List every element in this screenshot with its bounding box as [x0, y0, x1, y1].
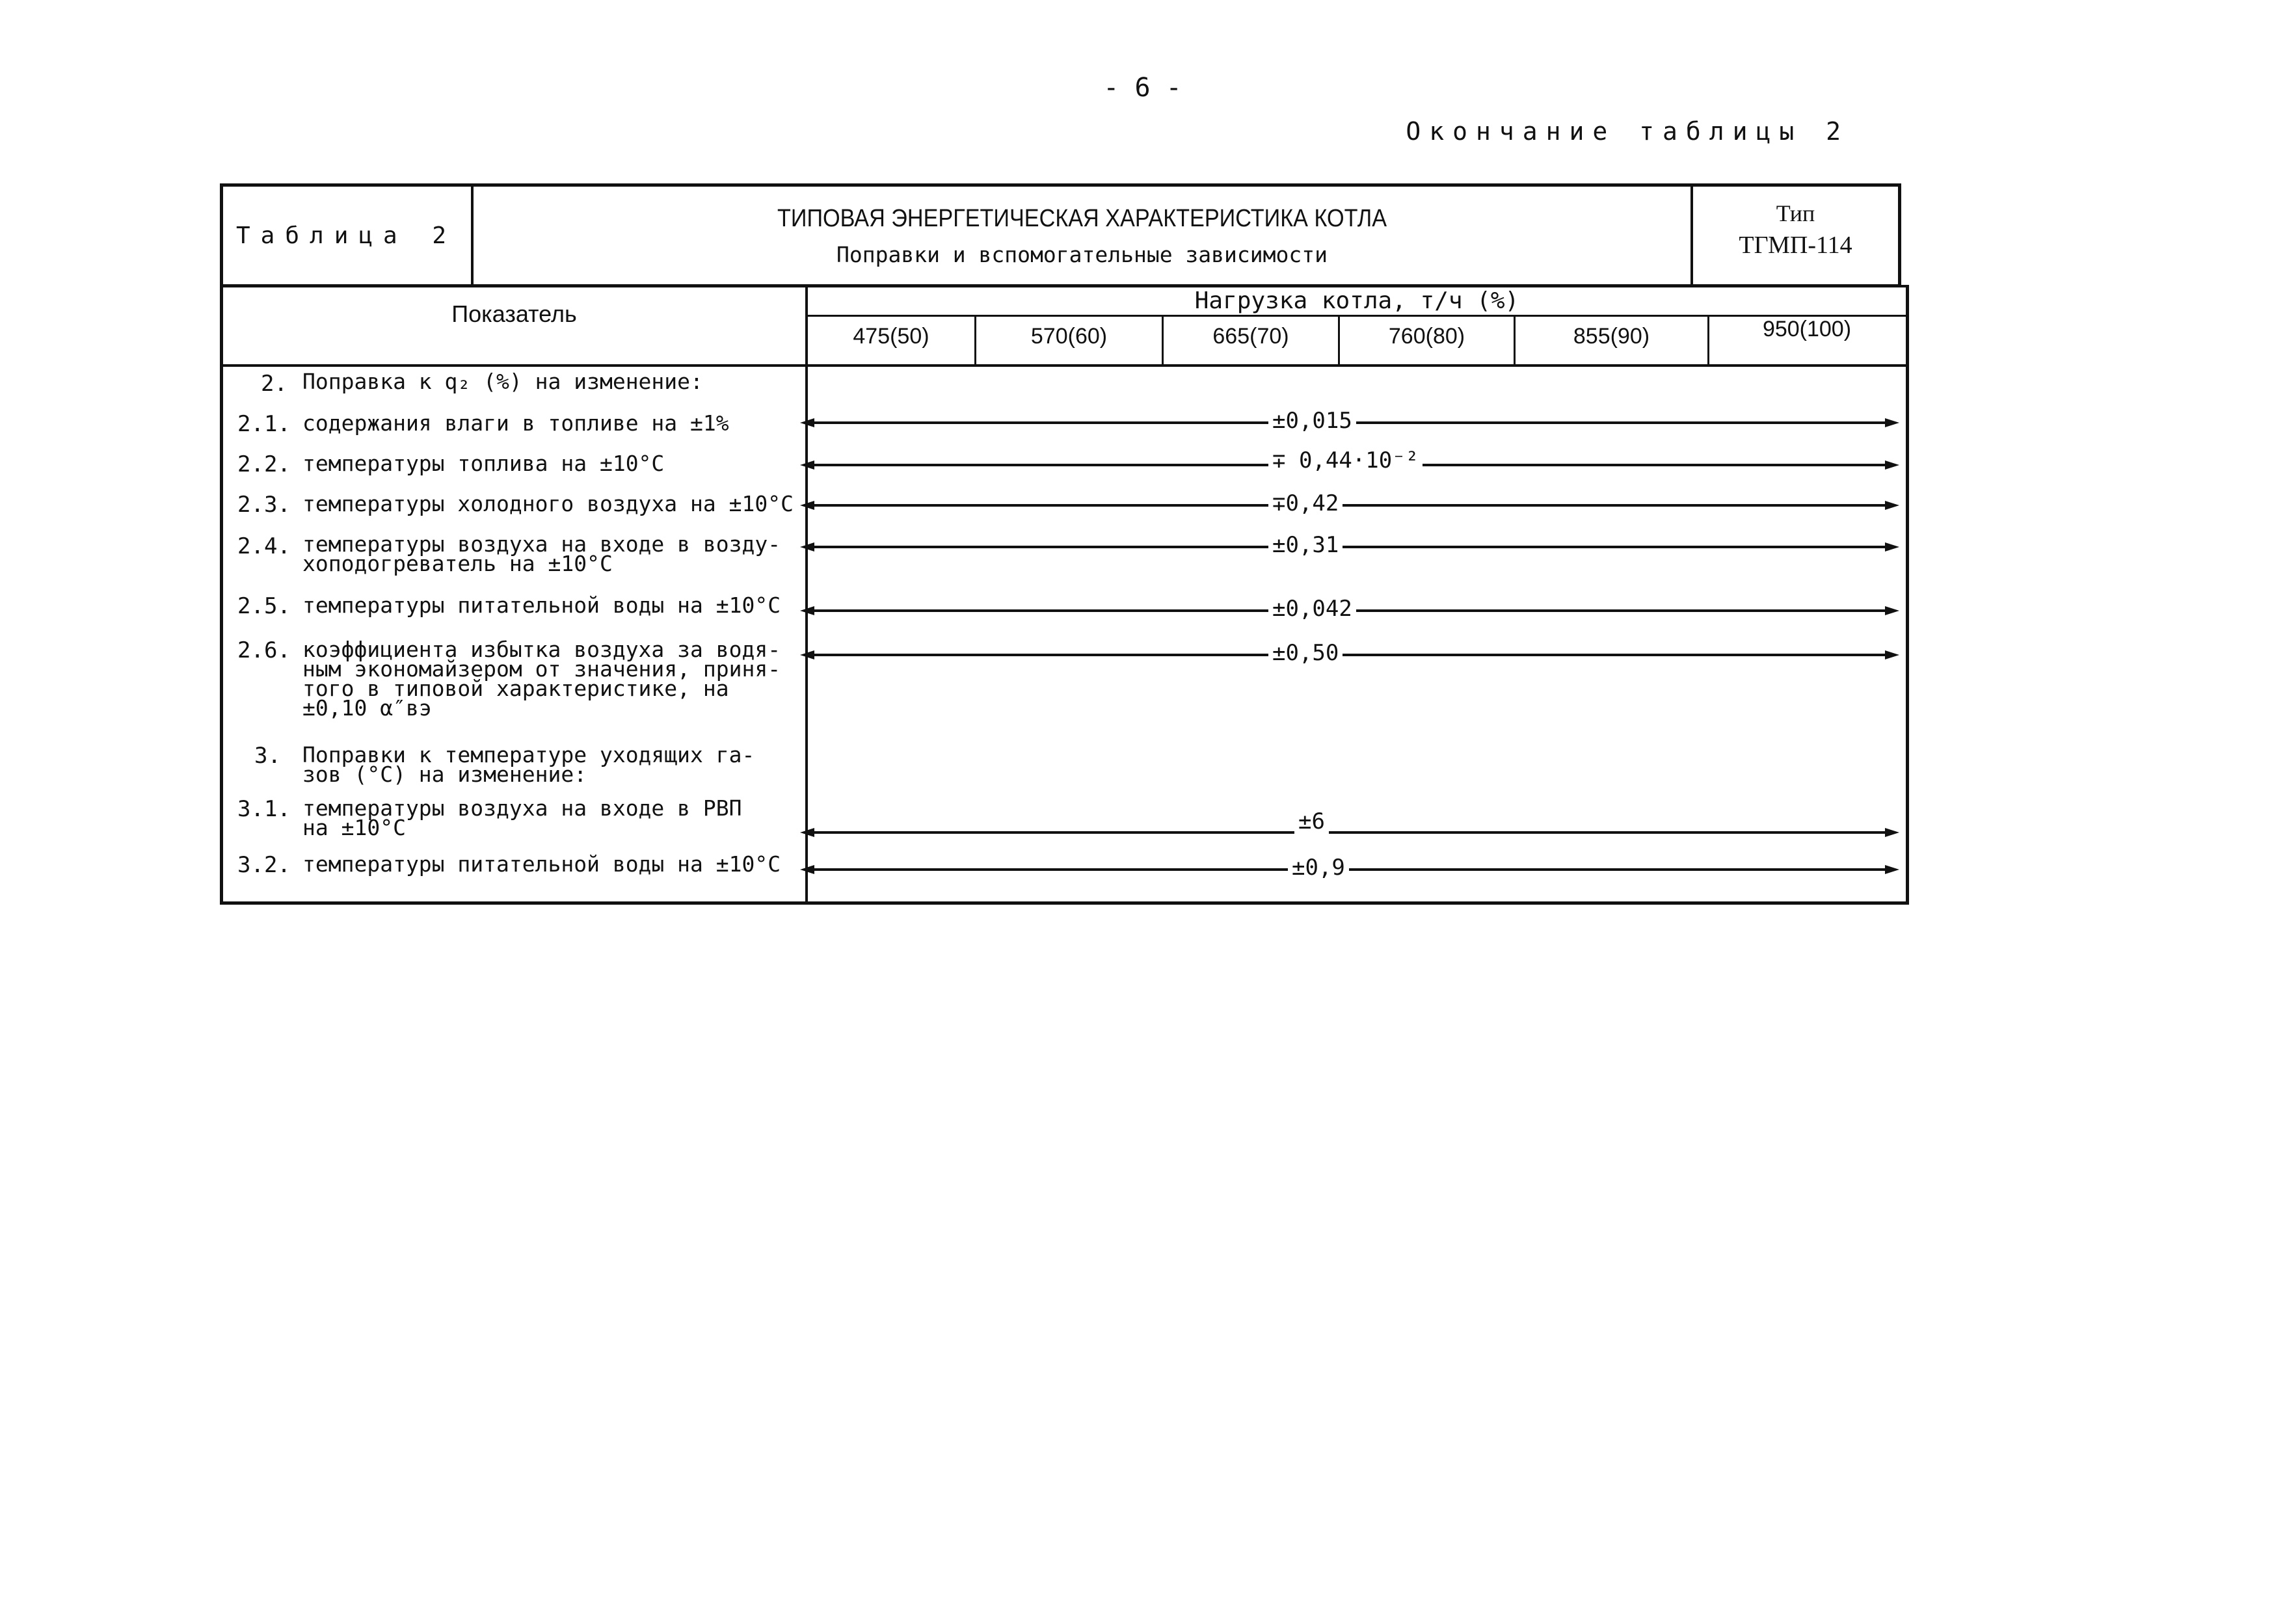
- row-description: [302, 851, 781, 877]
- indicator-column-header: Показатель: [451, 300, 577, 327]
- value-arrow-row: [800, 408, 1899, 434]
- boiler-type-label: Тип: [1776, 200, 1815, 226]
- load-column-label: 855(90): [1573, 324, 1650, 349]
- correction-value: ∓0,42: [1268, 490, 1343, 516]
- row-number: 3.2.: [237, 852, 291, 878]
- corrections-table: [220, 285, 1909, 905]
- value-arrow-row: [800, 640, 1899, 666]
- value-arrow-row: [800, 596, 1899, 622]
- row-description: [302, 369, 703, 394]
- row-number: 2.2.: [237, 451, 291, 477]
- value-arrow-row: [800, 490, 1899, 516]
- double-arrow-icon: [800, 860, 1899, 879]
- load-column-label: 475(50): [853, 324, 929, 349]
- row-number: 2.1.: [237, 411, 291, 437]
- double-arrow-icon: [800, 823, 1899, 842]
- correction-value: ±0,015: [1268, 408, 1356, 434]
- row-text-line: температуры холодного воздуха на ±10°С: [302, 491, 794, 516]
- row-number: 3.1.: [237, 796, 291, 822]
- row-text-line: Поправка к q₂ (%) на изменение:: [302, 369, 703, 394]
- boiler-type-value: ТГМП-114: [1739, 232, 1852, 259]
- load-column-label: 760(80): [1388, 324, 1465, 349]
- row-text-line: ±0,10 α″вэ: [302, 695, 432, 721]
- row-text-line: хоподогреватель на ±10°С: [302, 551, 613, 576]
- row-number: 2.6.: [237, 637, 291, 663]
- table-title-cell: [474, 187, 1693, 284]
- row-text-line: ным экономайзером от значения, приня-: [302, 656, 781, 682]
- row-description: [302, 742, 755, 787]
- correction-value: ±0,50: [1268, 640, 1343, 666]
- row-text-line: содержания влаги в топливе на ±1%: [302, 410, 729, 436]
- row-text-line: температуры питательной воды на ±10°С: [302, 592, 781, 618]
- correction-value: ±0,9: [1288, 855, 1349, 881]
- correction-value: ±6: [1294, 808, 1329, 834]
- row-number: 2.4.: [237, 533, 291, 559]
- value-arrow-row: [800, 532, 1899, 558]
- row-number: 2.5.: [237, 593, 291, 619]
- row-text-line: температуры воздуха на входе в возду-: [302, 531, 781, 557]
- row-description: [302, 451, 665, 476]
- row-text-line: температуры питательной воды на ±10°С: [302, 851, 781, 877]
- row-description: [302, 531, 781, 576]
- row-description: [302, 491, 794, 516]
- load-column-label: 570(60): [1030, 324, 1108, 349]
- load-column-label: 665(70): [1212, 324, 1289, 349]
- page-number: - 6 -: [1103, 73, 1182, 103]
- value-arrow-row: [800, 808, 1899, 842]
- row-text-line: зов (°С) на изменение:: [302, 762, 587, 787]
- double-arrow-icon: [800, 496, 1899, 515]
- row-description: [302, 592, 781, 618]
- row-text-line: того в типовой характеристике, на: [302, 676, 729, 701]
- table-header-block: [220, 183, 1901, 287]
- column-divider: [805, 287, 808, 901]
- load-column-label: 950(100): [1762, 317, 1852, 341]
- correction-value: ∓ 0,44·10⁻²: [1268, 447, 1423, 473]
- row-text-line: температуры воздуха на входе в РВП: [302, 795, 742, 821]
- value-arrow-row: [800, 447, 1899, 475]
- row-number: 2.3.: [237, 492, 291, 518]
- load-column-header: Нагрузка котла, т/ч (%): [1194, 287, 1519, 314]
- row-description: [302, 637, 781, 721]
- correction-value: ±0,31: [1268, 532, 1343, 558]
- row-text-line: коэффициента избытка воздуха за водя-: [302, 637, 781, 662]
- table-title: ТИПОВАЯ ЭНЕРГЕТИЧЕСКАЯ ХАРАКТЕРИСТИКА КОТЛА: [777, 205, 1387, 232]
- double-arrow-icon: [800, 645, 1899, 665]
- table-label: Таблица 2: [223, 187, 474, 284]
- row-text-line: Поправки к температуре уходящих га-: [302, 742, 755, 767]
- row-text-line: температуры топлива на ±10°С: [302, 451, 665, 476]
- header-divider: [223, 364, 1906, 367]
- row-text-line: на ±10°С: [302, 815, 406, 840]
- row-number: 3.: [254, 743, 281, 769]
- double-arrow-icon: [800, 537, 1899, 557]
- value-arrow-row: [800, 855, 1899, 881]
- table-continuation-label: Окончание таблицы 2: [1406, 117, 1849, 146]
- row-number: 2.: [261, 371, 287, 397]
- correction-value: ±0,042: [1268, 596, 1356, 622]
- row-description: [302, 410, 729, 436]
- table-subtitle: Поправки и вспомогательные зависимости: [836, 242, 1328, 267]
- boiler-type-cell: [1693, 187, 1898, 284]
- row-description: [302, 795, 742, 840]
